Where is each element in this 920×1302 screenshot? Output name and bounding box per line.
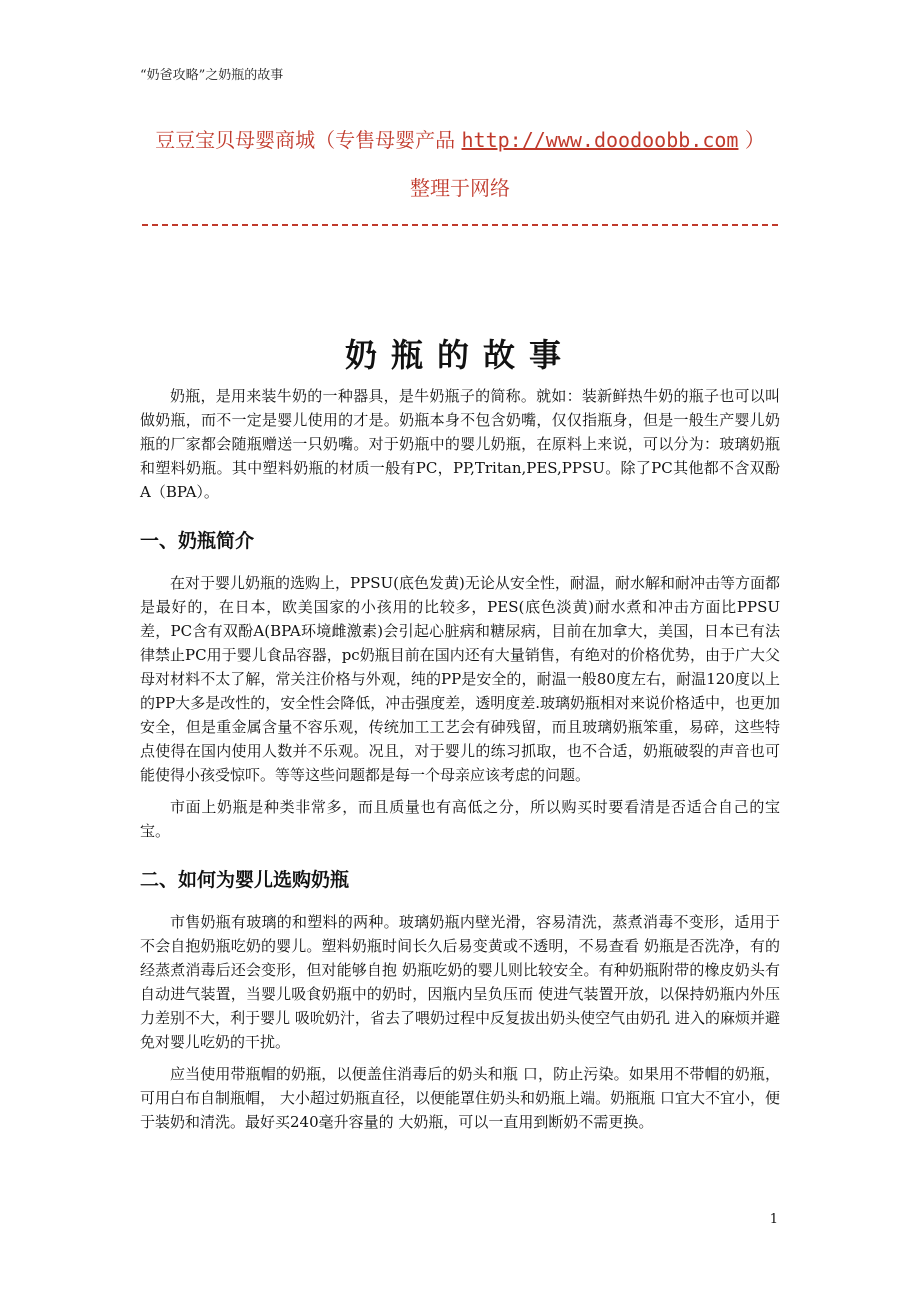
running-header: “奶爸攻略”之奶瓶的故事 [140, 68, 284, 83]
document-body [140, 384, 780, 1142]
section1-paragraph-2: 市面上奶瓶是种类非常多，而且质量也有高低之分，所以购买时要看清是否适合自己的宝宝。 [140, 798, 780, 840]
document-title: 奶瓶的故事 [344, 336, 575, 374]
promo-prefix: 豆豆宝贝母婴商城（专售母婴产品 [155, 128, 462, 152]
dashed-divider [142, 224, 778, 226]
section-heading-intro: 一、奶瓶简介 [140, 530, 255, 552]
page-number: 1 [769, 1212, 778, 1227]
promo-suffix: ） [738, 128, 765, 152]
section-heading-buying: 二、如何为婴儿选购奶瓶 [140, 869, 350, 891]
section2-paragraph-2: 应当使用带瓶帽的奶瓶，以便盖住消毒后的奶头和瓶 口，防止污染。如果用不带帽的奶瓶，可用白布自制瓶帽， 大小超过奶瓶直径，以便能罩住奶头和奶瓶上端。奶瓶瓶 口宜大不宜小，便于装奶和清洗。最好买240毫升容量的 大奶瓶，可以一直用到断奶不需更换。 [140, 1065, 780, 1131]
promo-banner [0, 124, 920, 153]
promo-source-note: 整理于网络 [410, 176, 510, 200]
section1-paragraph-1: 在对于婴儿奶瓶的选购上，PPSU(底色发黄)无论从安全性，耐温，耐水解和耐冲击等方面都是最好的，在日本，欧美国家的小孩用的比较多，PES(底色淡黄)耐水煮和冲击方面比PPSU差，PC含有双酚A(BPA环境雌激素)会引起心脏病和糖尿病，目前在加拿大，美国，日本已有法律禁止PC用于婴儿食品容器，pc奶瓶目前在国内还有大量销售，有绝对的价格优势，由于广大父母对材料不太了解，常关注价格与外观，纯的PP是安全的，耐温一般80度左右，耐温120度以上的PP大多是改性的，安全性会降低，冲击强度差，透明度差.玻璃奶瓶相对来说价格适中，也更加安全，但是重金属含量不容乐观，传统加工工艺会有砷残留，而且玻璃奶瓶笨重，易碎，这些特点使得在国内使用人数并不乐观。况且，对于婴儿的练习抓取，也不合适，奶瓶破裂的声音也可能使得小孩受惊吓。等等这些问题都是每一个母亲应该考虑的问题。 [140, 574, 780, 784]
intro-paragraph: 奶瓶，是用来装牛奶的一种器具，是牛奶瓶子的简称。就如：装新鲜热牛奶的瓶子也可以叫做奶瓶，而不一定是婴儿使用的才是。奶瓶本身不包含奶嘴，仅仅指瓶身，但是一般生产婴儿奶瓶的厂家都会随瓶赠送一只奶嘴。对于奶瓶中的婴儿奶瓶，在原料上来说，可以分为：玻璃奶瓶和塑料奶瓶。其中塑料奶瓶的材质一般有PC，PP,Tritan,PES,PPSU。除了PC其他都不含双酚A（BPA）。 [140, 387, 780, 501]
store-link[interactable]: http://www.doodoobb.com [461, 128, 739, 152]
section2-paragraph-1: 市售奶瓶有玻璃的和塑料的两种。玻璃奶瓶内壁光滑，容易清洗，蒸煮消毒不变形，适用于不会自抱奶瓶吃奶的婴儿。塑料奶瓶时间长久后易变黄或不透明，不易查看 奶瓶是否洗净，有的经蒸煮消毒后还会变形，但对能够自抱 奶瓶吃奶的婴儿则比较安全。有种奶瓶附带的橡皮奶头有 自动进气装置，当婴儿吸食奶瓶中的奶时，因瓶内呈负压而 使进气装置开放，以保持奶瓶内外压力差别不大，利于婴儿 吸吮奶汁，省去了喂奶过程中反复拔出奶头使空气由奶孔 进入的麻烦并避免对婴儿吃奶的干扰。 [140, 913, 780, 1051]
